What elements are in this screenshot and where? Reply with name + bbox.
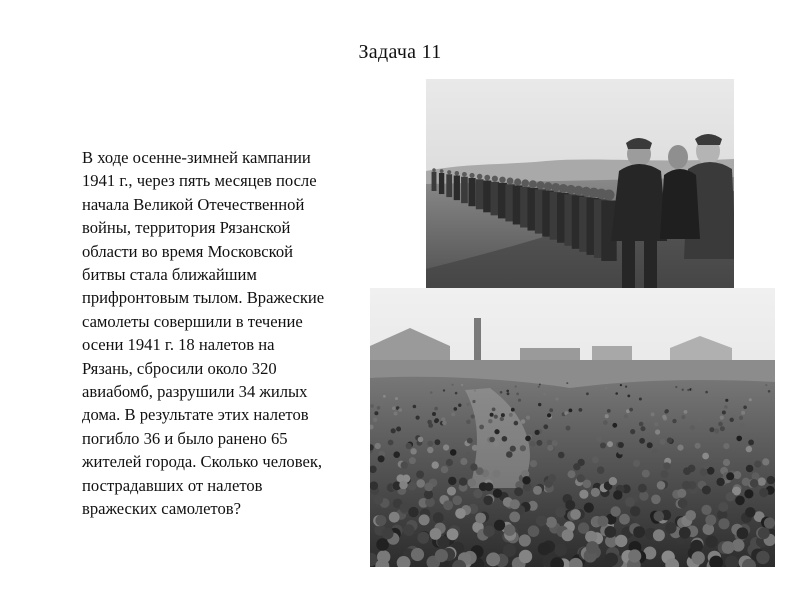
photo-soldiers-marching-image (426, 79, 734, 289)
task-text-line: битвы стала ближайшим (82, 265, 257, 285)
task-text-line: области во время Московской (82, 241, 293, 261)
task-text-line: пострадавших от налетов (82, 475, 263, 495)
task-text (82, 146, 378, 521)
task-text-line: погибло 36 и было ранено 65 (82, 428, 288, 448)
slide-title: Задача 11 (358, 41, 442, 63)
task-text-line: 1941 г., через пять месяцев после (82, 171, 317, 191)
task-text-line: авиабомб, разрушили 34 жилых (82, 382, 308, 402)
photo-crowd-of-prisoners-image (370, 288, 775, 567)
task-text-line: осени 1941 г. 18 налетов на (82, 335, 275, 355)
task-text-line: Рязань, сбросили около 320 (82, 358, 277, 378)
task-text-line: прифронтовым тылом. Вражеские (82, 288, 325, 308)
task-text-line: вражеских самолетов? (82, 499, 241, 519)
task-text-line: начала Великой Отечественной (82, 194, 305, 214)
task-text-line: жителей города. Сколько человек, (82, 452, 323, 472)
task-text-line: В ходе осенне-зимней кампании (82, 148, 311, 167)
task-text-line: дома. В результате этих налетов (82, 405, 309, 425)
task-text-line: самолеты совершили в течение (82, 311, 303, 331)
photo-crowd-of-prisoners (370, 288, 775, 567)
task-text-line: войны, территория Рязанской (82, 218, 291, 238)
photo-soldiers-marching (426, 79, 734, 289)
